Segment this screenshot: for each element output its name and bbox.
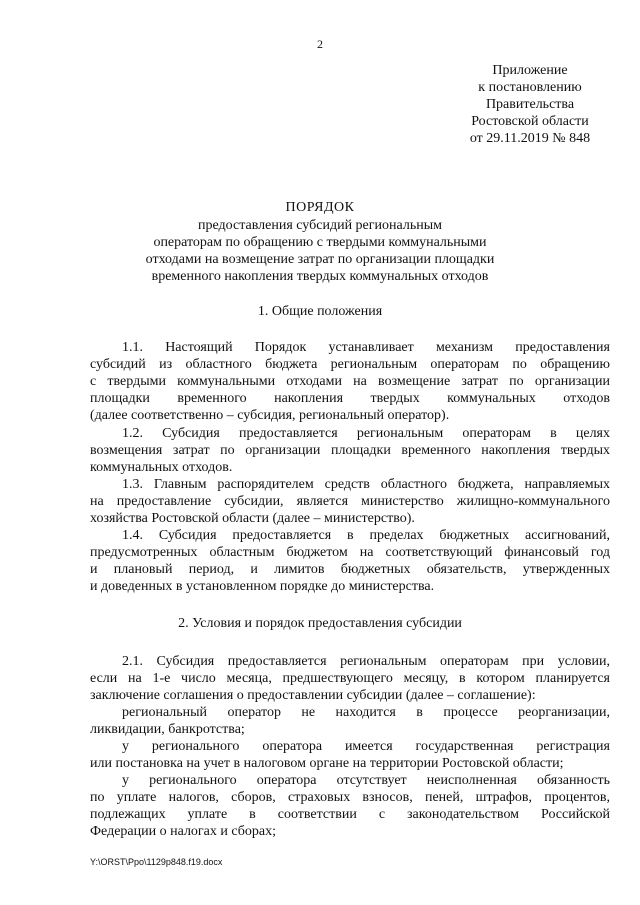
paragraph-line: на предоставление субсидии, является министерство жилищно-коммунального [90,494,610,509]
paragraph [90,476,610,527]
paragraph-line: подлежащих уплате в соответствии с законодательством Российской [90,807,610,822]
paragraph-line: 1.1. Настоящий Порядок устанавливает механизм предоставления [122,340,610,355]
section-heading: 2. Условия и порядок предоставления субсидии [178,616,462,631]
paragraph-line: площадки временного накопления твердых коммунальных отходов [90,391,610,406]
paragraph [90,527,610,595]
paragraph-line: региональный оператор не находится в процессе реорганизации, [122,705,610,720]
section-heading: 1. Общие положения [257,304,383,319]
paragraph-line: Федерации о налогах и сборах; [90,824,276,839]
paragraph [90,704,610,738]
appendix-block [440,62,620,147]
appendix-line: Ростовской области [471,114,589,129]
appendix-line: к постановлению [478,80,582,95]
paragraph-line: предусмотренных областным бюджетом на соответствующий финансовый год [90,545,610,560]
paragraph-line: у регионального оператора имеется государственная регистрация [122,739,610,754]
paragraph-line: заключение соглашения о предоставлении субсидии (далее – соглашение): [90,688,536,703]
paragraph-line: с твердыми коммунальными отходами на возмещение затрат по организации [90,374,610,389]
appendix-line: от 29.11.2019 № 848 [469,131,591,146]
document-subtitle [0,217,640,285]
paragraph-line: если на 1-е число месяца, предшествующего месяцу, в котором планируется [90,671,610,686]
paragraph [90,772,610,840]
paragraph-line: и доведенных в установленном порядке до министерства. [90,579,435,594]
footer-file-path: Y:\ORST\Ppo\1129p848.f19.docx [90,857,223,867]
paragraph-line: по уплате налогов, сборов, страховых взносов, пеней, штрафов, процентов, [90,790,610,805]
paragraph-line: 1.4. Субсидия предоставляется в пределах бюджетных ассигнований, [122,528,610,543]
paragraph-line: у регионального оператора отсутствует неисполненная обязанность [122,773,610,788]
paragraph [90,738,610,772]
appendix-line: Правительства [485,97,575,112]
page-number: 2 [317,37,323,51]
paragraph [90,425,610,476]
paragraph-line: или постановка на учет в налоговом органе на территории Ростовской области; [90,756,564,771]
paragraph-line: 2.1. Субсидия предоставляется региональным операторам при условии, [122,654,610,669]
paragraph-line: (далее соответственно – субсидия, региональный оператор). [90,408,450,423]
paragraph-line: 1.2. Субсидия предоставляется региональным операторам в целях [122,426,610,441]
subtitle-line: отходами на возмещение затрат по организации площадки [145,252,495,267]
paragraph-line: коммунальных отходов. [90,460,233,475]
subtitle-line: предоставления субсидий региональным [198,218,442,233]
paragraph [90,339,610,424]
paragraph-line: хозяйства Ростовской области (далее – министерство). [90,511,415,526]
paragraph-line: субсидий из областного бюджета региональным операторам по обращению [90,357,610,372]
paragraph-line: и плановый период, и лимитов бюджетных обязательств, утвержденных [90,562,610,577]
paragraph-line: возмещения затрат по организации площадки временного накопления твердых [90,443,610,458]
appendix-line: Приложение [492,63,568,78]
subtitle-line: временного накопления твердых коммунальных отходов [151,269,489,284]
subtitle-line: операторам по обращению с твердыми коммунальными [153,235,487,250]
paragraph-line: 1.3. Главным распорядителем средств областного бюджета, направляемых [122,477,610,492]
document-title: ПОРЯДОК [285,200,355,215]
paragraph-line: ликвидации, банкротства; [90,722,245,737]
paragraph [90,653,610,704]
